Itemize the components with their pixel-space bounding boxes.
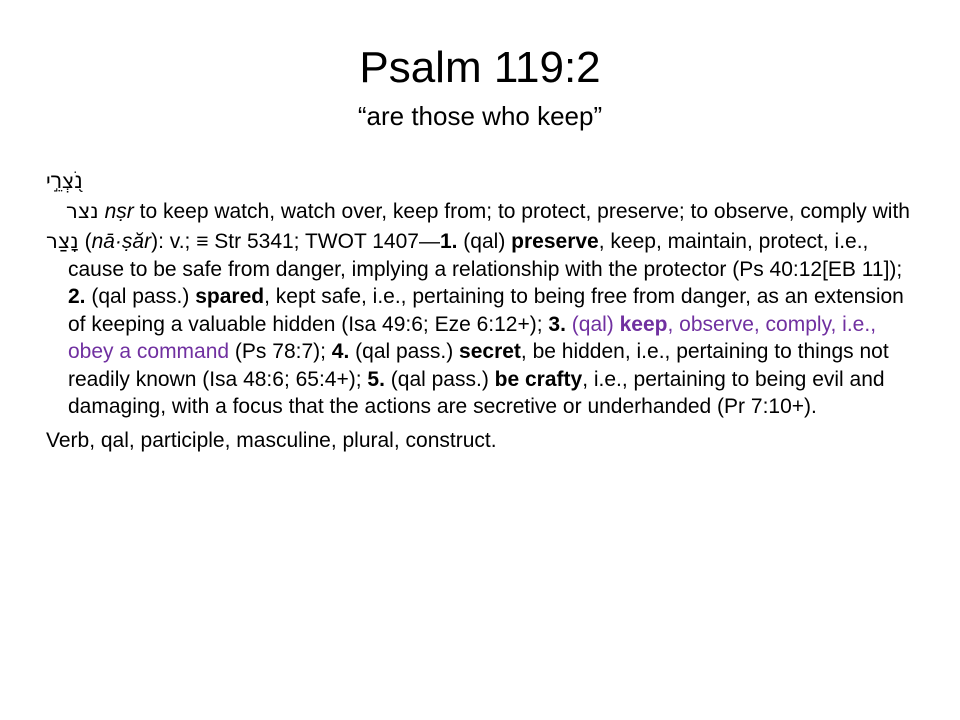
lexicon-reference: ): v.; ≡ Str 5341; TWOT 1407— — [151, 230, 440, 253]
root-gloss: to keep watch, watch over, keep from; to protect, preserve; to observe, comply with — [139, 199, 910, 223]
sense-4-headword: secret — [459, 340, 521, 363]
sense-1-headword: preserve — [511, 230, 599, 253]
sense-3-number: 3. — [548, 312, 566, 336]
sense-3-reference: (Ps 78:7); — [229, 340, 332, 363]
sense-2-number: 2. — [68, 285, 86, 308]
sense-5-number: 5. — [367, 367, 385, 391]
sense-5-headword: be crafty — [494, 367, 583, 391]
sense-5-text: , i.e., pertaining to being evil and damaging, with a focus that the actions are secretive or underhanded (Pr 7:10+). — [68, 367, 885, 418]
sense-4-number: 4. — [331, 340, 350, 363]
sense-3-headword: keep — [619, 312, 668, 336]
sense-4-text: , be hidden, i.e., pertaining to things not readily known (Isa 48:6; 65:4+); — [68, 340, 889, 391]
lemma-hebrew: נָצַר — [46, 229, 79, 253]
sense-1-text: , keep, maintain, protect, i.e., cause to be safe from danger, implying a relationship with the protector (Ps 40:12[EB 11]); — [68, 230, 903, 281]
sense-4-stem: (qal pass.) — [349, 340, 460, 363]
lemma-transliteration: nā·ṣăr — [91, 230, 152, 253]
slide-title: Psalm 119:2 — [359, 43, 601, 92]
sense-5-stem: (qal pass.) — [384, 367, 495, 391]
root-definition — [46, 198, 916, 226]
lexicon-entry — [46, 228, 916, 421]
root-hebrew: נצר — [66, 198, 99, 223]
open-paren: ( — [78, 230, 92, 253]
hebrew-word-line — [46, 168, 916, 196]
sense-2-stem: (qal pass.) — [85, 285, 196, 308]
sense-3-text: , observe, comply, i.e., obey a command — [68, 312, 877, 363]
sense-1-number: 1. — [439, 230, 458, 253]
sense-1-stem: (qal) — [457, 230, 512, 253]
parsing-line: Verb, qal, participle, masculine, plural, construct. — [46, 428, 497, 452]
sense-3-stem: (qal) — [565, 312, 620, 336]
hebrew-word: נֹ֭צְרֵ֣י — [46, 169, 83, 193]
slide-subtitle: “are those who keep” — [357, 101, 603, 131]
slide-body — [46, 168, 916, 454]
root-transliteration: nṣr — [104, 199, 134, 223]
sense-2-headword: spared — [195, 285, 265, 308]
sense-2-text: , kept safe, i.e., pertaining to being free from danger, as an extension of keeping a valuable hidden (Isa 49:6; Eze 6:12+); — [68, 285, 904, 336]
